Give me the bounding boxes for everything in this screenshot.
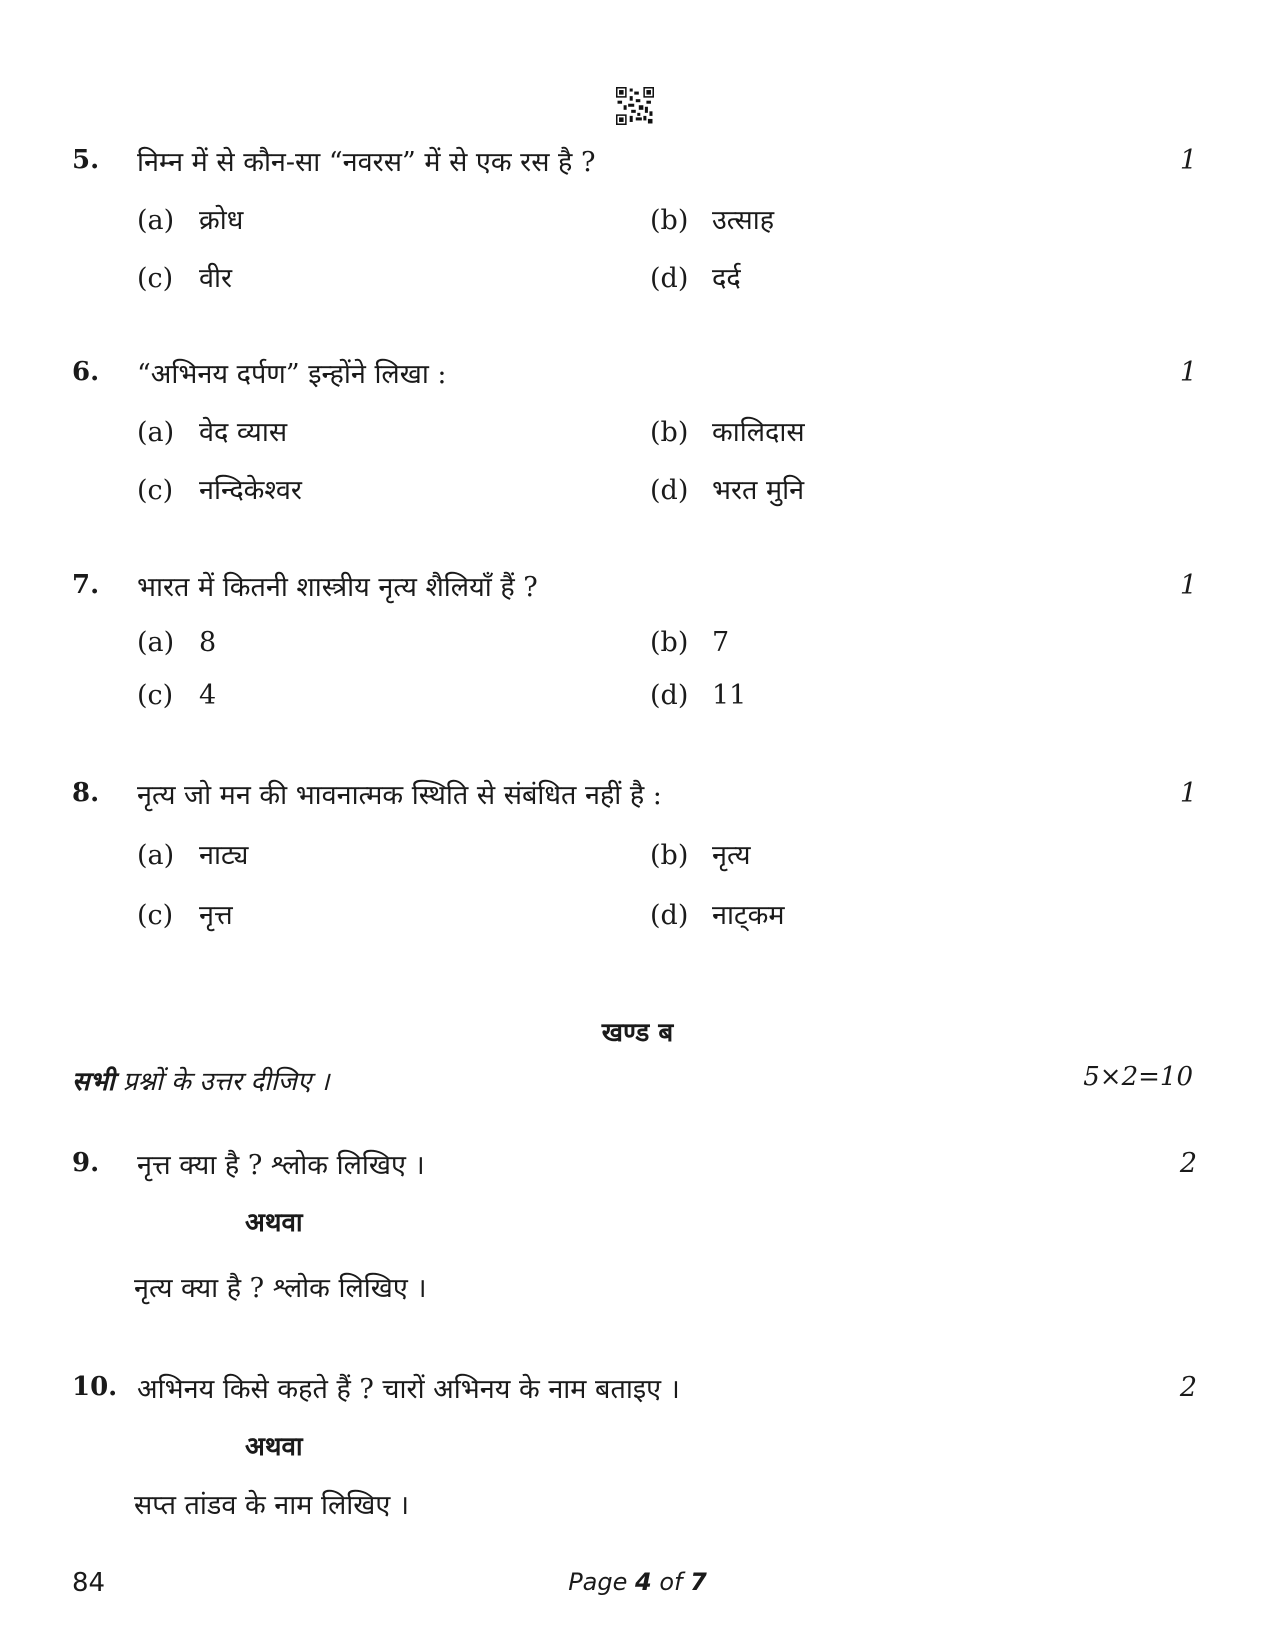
question-marks: 1: [1179, 145, 1197, 176]
question-number: 9.: [72, 1148, 100, 1178]
question-number: 10.: [72, 1372, 118, 1402]
option-b: (b) 7: [650, 627, 730, 658]
option-d: (d) दर्द: [650, 263, 741, 294]
question-number: 8.: [72, 778, 100, 808]
option-a: (a) वेद व्यास: [137, 417, 288, 448]
question-number: 6.: [72, 357, 100, 387]
section-marks: 5×2=10: [1083, 1062, 1193, 1092]
question-marks: 2: [1179, 1148, 1197, 1179]
question-text: निम्न में से कौन-सा “नवरस” में से एक रस है ?: [137, 147, 596, 178]
option-c: (c) वीर: [137, 263, 233, 294]
option-a: (a) 8: [137, 627, 217, 658]
question-marks: 1: [1179, 778, 1197, 809]
alternate-question-text: नृत्य क्या है ? श्लोक लिखिए ।: [134, 1273, 427, 1304]
option-c: (c) 4: [137, 680, 217, 711]
alternate-question-text: सप्त तांडव के नाम लिखिए ।: [134, 1490, 410, 1521]
question-text: नृत्य जो मन की भावनात्मक स्थिति से संबंधित नहीं है :: [137, 780, 662, 811]
question-text: अभिनय किसे कहते हैं ? चारों अभिनय के नाम बताइए ।: [137, 1374, 680, 1405]
question-text: नृत्त क्या है ? श्लोक लिखिए ।: [137, 1150, 425, 1181]
option-d: (d) नाट्कम: [650, 900, 785, 931]
question-marks: 1: [1179, 570, 1197, 601]
question-text: भारत में कितनी शास्त्रीय नृत्य शैलियाँ हैं ?: [137, 572, 538, 603]
option-a: (a) नाट्य: [137, 840, 249, 871]
or-label: अथवा: [245, 1208, 303, 1238]
section-instruction: सभी प्रश्नों के उत्तर दीजिए ।: [72, 1067, 330, 1097]
section-title: खण्ड ब: [601, 1018, 674, 1048]
question-text: “अभिनय दर्पण” इन्होंने लिखा :: [137, 359, 447, 390]
option-b: (b) नृत्य: [650, 840, 751, 871]
page-number: Page 4 of 7: [568, 1568, 707, 1596]
option-c: (c) नृत्त: [137, 900, 233, 931]
question-marks: 2: [1179, 1372, 1197, 1403]
option-d: (d) भरत मुनि: [650, 475, 805, 506]
or-label: अथवा: [245, 1432, 303, 1462]
question-marks: 1: [1179, 357, 1197, 388]
option-b: (b) उत्साह: [650, 205, 775, 236]
option-c: (c) नन्दिकेश्वर: [137, 475, 302, 506]
option-b: (b) कालिदास: [650, 417, 805, 448]
option-a: (a) क्रोध: [137, 205, 244, 236]
paper-code: 84: [72, 1568, 106, 1598]
qr-code-icon: [616, 87, 654, 125]
option-d: (d) 11: [650, 680, 747, 711]
question-number: 5.: [72, 145, 100, 175]
question-number: 7.: [72, 570, 100, 600]
